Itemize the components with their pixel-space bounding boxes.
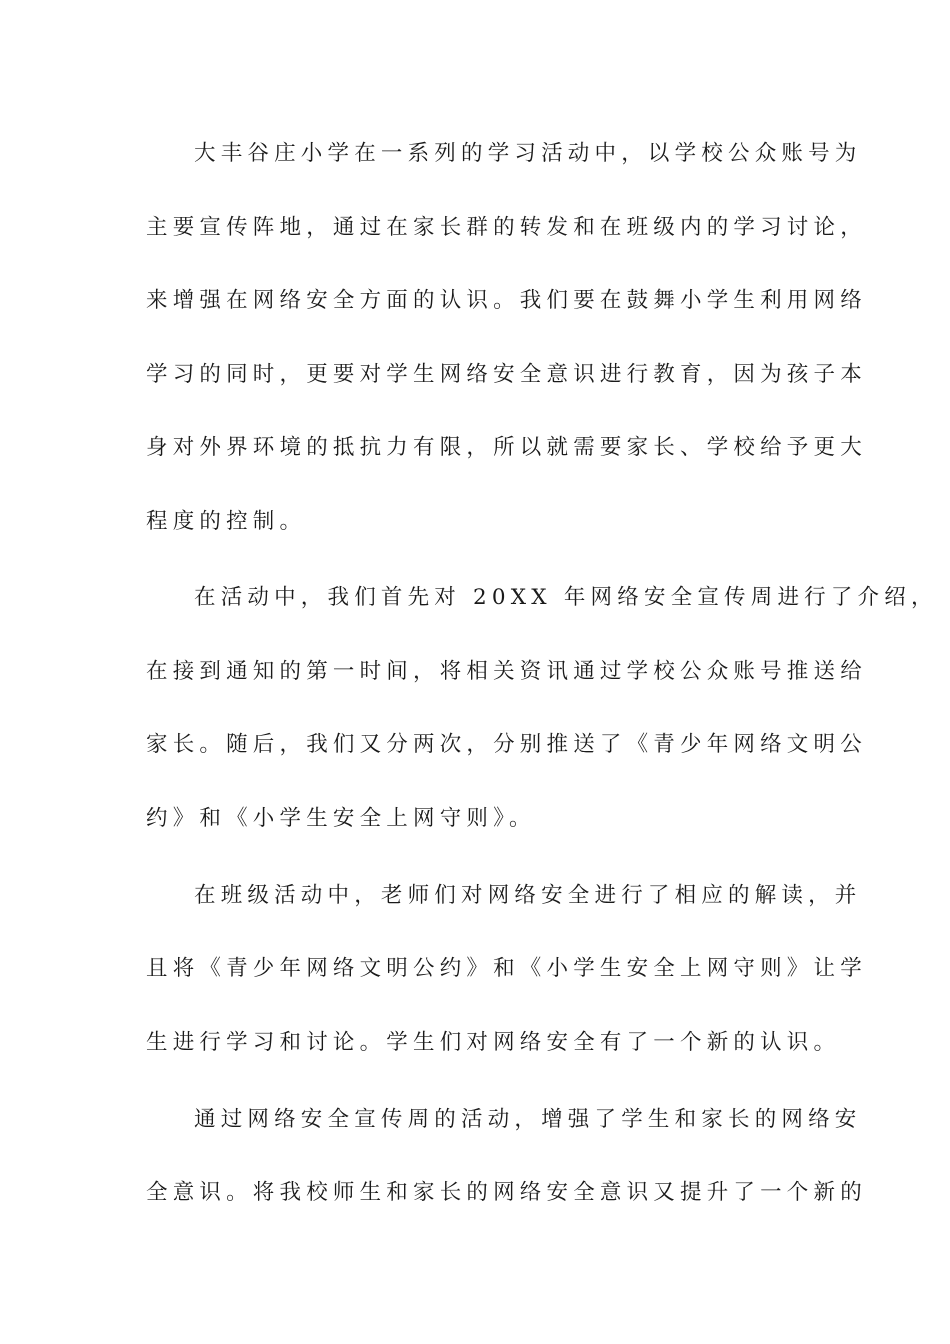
paragraph-2-line-3: 家长。随后，我们又分两次，分别推送了《青少年网络文明公: [146, 732, 867, 757]
paragraph-4-line-1: 通过网络安全宣传周的活动，增强了学生和家长的网络安: [194, 1107, 862, 1132]
paragraph-1-line-5: 身对外界环境的抵抗力有限，所以就需要家长、学校给予更大: [146, 435, 867, 460]
paragraph-1-line-4: 学习的同时，更要对学生网络安全意识进行教育，因为孩子本: [146, 362, 867, 387]
paragraph-1-line-6: 程度的控制。: [146, 509, 307, 534]
paragraph-4-line-2: 全意识。将我校师生和家长的网络安全意识又提升了一个新的: [146, 1180, 867, 1205]
paragraph-3-line-2: 且将《青少年网络文明公约》和《小学生安全上网守则》让学: [146, 956, 867, 981]
paragraph-3-line-3: 生进行学习和讨论。学生们对网络安全有了一个新的认识。: [146, 1030, 841, 1055]
paragraph-1-line-2: 主要宣传阵地，通过在家长群的转发和在班级内的学习讨论，: [146, 215, 867, 240]
paragraph-1-line-3: 来增强在网络安全方面的认识。我们要在鼓舞小学生利用网络: [146, 288, 867, 313]
paragraph-2-line-2: 在接到通知的第一时间，将相关资讯通过学校公众账号推送给: [146, 659, 867, 684]
paragraph-2-line-1: 在活动中，我们首先对 20XX 年网络安全宣传周进行了介绍，: [194, 585, 938, 610]
paragraph-1-line-1: 大丰谷庄小学在一系列的学习活动中，以学校公众账号为: [194, 141, 862, 166]
paragraph-2-line-4: 约》和《小学生安全上网守则》。: [146, 806, 536, 831]
paragraph-3-line-1: 在班级活动中，老师们对网络安全进行了相应的解读，并: [194, 883, 862, 908]
